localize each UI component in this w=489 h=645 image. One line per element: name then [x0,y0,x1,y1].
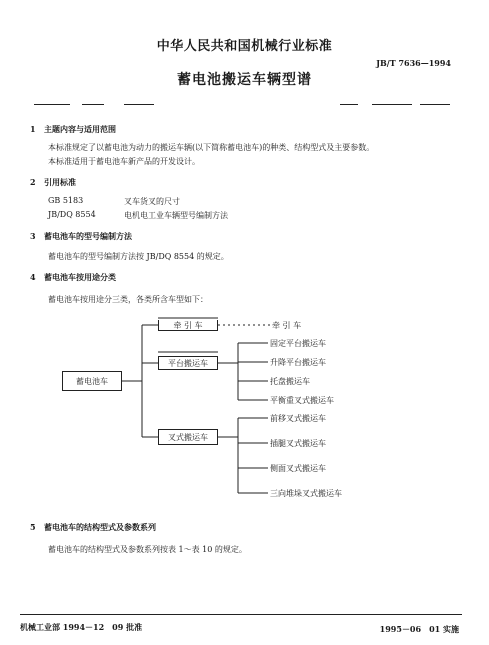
document-title: 蓄电池搬运车辆型谱 [177,72,312,88]
implemented-date: 1995－06 01 实施 [379,624,459,634]
section-title: 蓄电池车的型号编制方法 [44,231,132,241]
section-title: 主题内容与适用范围 [44,124,116,134]
type-label: 托盘搬运车 [270,377,310,386]
section-number: 1 [30,124,36,134]
type-label: 牵 引 车 [272,321,302,330]
type-label: 侧面叉式搬运车 [270,464,326,473]
root-node: 蓄电池车 [62,371,122,391]
type-label: 前移叉式搬运车 [270,414,326,423]
reference-title: 叉车货叉的尺寸 [124,197,180,206]
section-5-heading [30,522,156,533]
type-label: 三向堆垛叉式搬运车 [270,489,342,498]
type-label: 插腿叉式搬运车 [270,439,326,448]
section-4-paragraph: 蓄电池车按用途分三类，各类所含车型如下： [48,295,208,304]
section-5-paragraph: 蓄电池车的结构型式及参数系列按表 1～表 10 的规定。 [48,545,247,554]
section-1-paragraph-1: 本标准规定了以蓄电池为动力的搬运车辆(以下简称蓄电池车)的种类、结构型式及主要参数。 [48,143,375,152]
type-label: 平衡重叉式搬运车 [270,396,334,405]
section-number: 5 [30,522,36,532]
standard-category: 中华人民共和国机械行业标准 [156,39,333,54]
section-number: 2 [30,177,36,187]
issued-date: 机械工业部 1994－12 09 批准 [20,622,143,632]
class-node-tractor: 牵 引 车 [158,320,218,331]
section-1-paragraph-2: 本标准适用于蓄电池车新产品的开发设计。 [48,157,200,166]
footer-rule [20,614,462,615]
section-title: 蓄电池车按用途分类 [44,272,116,282]
class-node-fork: 叉式搬运车 [158,429,218,445]
section-title: 引用标准 [44,177,76,187]
section-3-paragraph: 蓄电池车的型号编制方法按 JB/DQ 8554 的规定。 [48,252,229,261]
type-label: 固定平台搬运车 [270,339,326,348]
section-number: 3 [30,231,36,241]
type-label: 升降平台搬运车 [270,358,326,367]
standard-code: JB/T 7636—1994 [376,58,451,68]
section-number: 4 [30,272,36,282]
reference-title: 电机电工业车辆型号编制方法 [124,211,228,220]
class-node-platform: 平台搬运车 [158,356,218,370]
reference-code: JB/DQ 8554 [48,210,96,219]
section-title: 蓄电池车的结构型式及参数系列 [44,522,156,532]
reference-code: GB 5183 [48,196,84,205]
